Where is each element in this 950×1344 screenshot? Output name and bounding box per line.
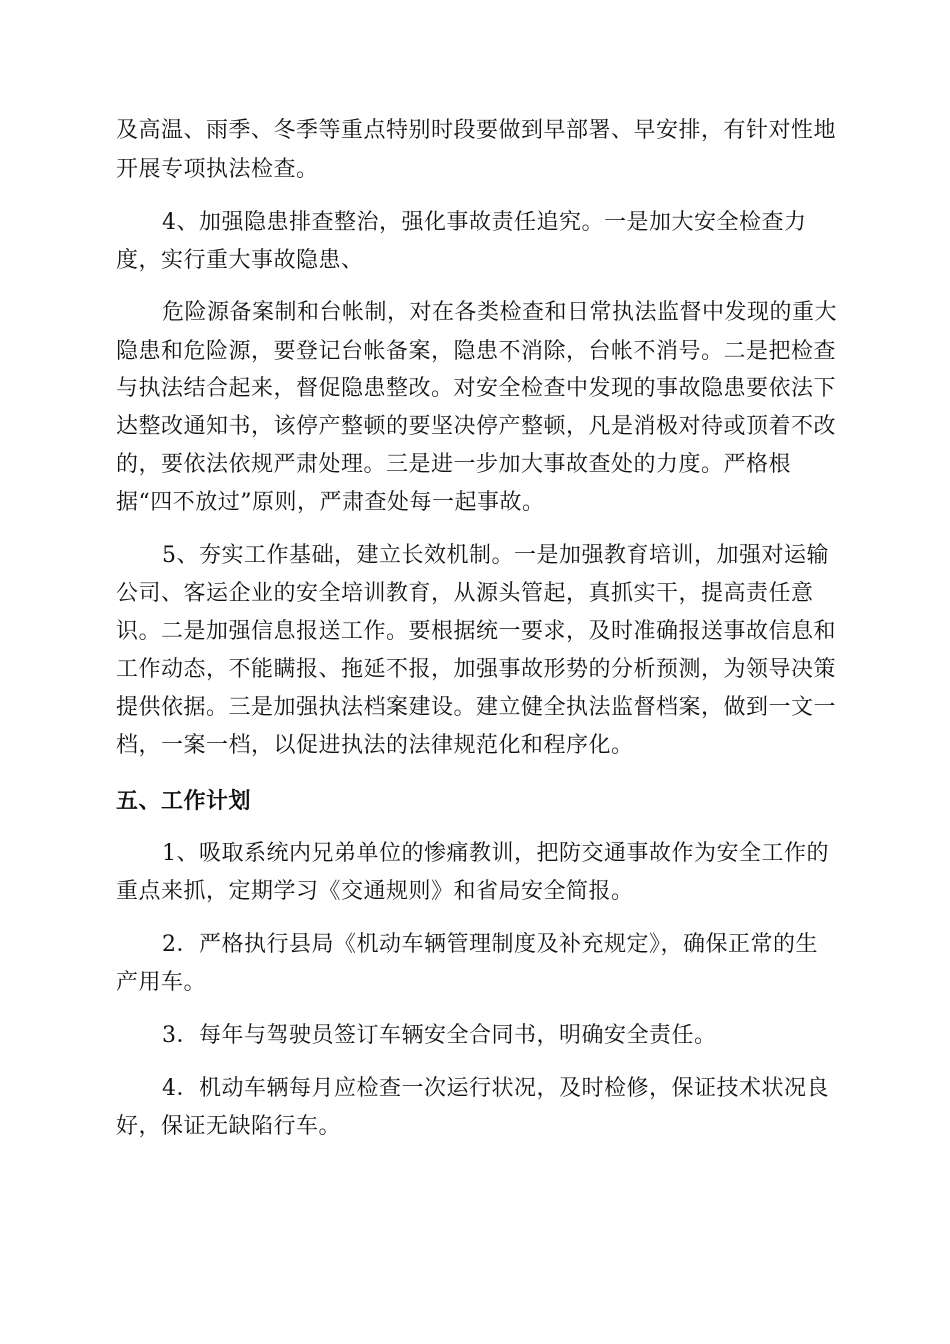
text-line: 的，要依法依规严肃处理。三是进一步加大事故查处的力度。严格根 — [116, 452, 792, 477]
text-line: 度，实行重大事故隐患、 — [116, 248, 364, 273]
paragraph-5-line: 5、夯实工作基础，建立长效机制。一是加强教育培训，加强对运输 — [162, 543, 829, 568]
text-line: 提供依据。三是加强执法档案建设。建立健全执法监督档案，做到一文一 — [116, 695, 837, 720]
text-line: 产用车。 — [116, 970, 207, 995]
plan-item-4-line: 4．机动车辆每月应检查一次运行状况，及时检修，保证技术状况良 — [162, 1076, 829, 1101]
text-line: 与执法结合起来，督促隐患整改。对安全检查中发现的事故隐患要依法下 — [116, 376, 837, 401]
paragraph-4-line: 4、加强隐患排查整治，强化事故责任追究。一是加大安全检查力 — [162, 210, 807, 235]
plan-item-3-line: 3．每年与驾驶员签订车辆安全合同书，明确安全责任。 — [162, 1023, 717, 1048]
text-line: 重点来抓，定期学习《交通规则》和省局安全简报。 — [116, 879, 634, 904]
text-line: 达整改通知书，该停产整顿的要坚决停产整顿，凡是消极对待或顶着不改 — [116, 414, 837, 439]
text-line: 识。二是加强信息报送工作。要根据统一要求，及时准确报送事故信息和 — [116, 619, 837, 644]
text-line: 好，保证无缺陷行车。 — [116, 1114, 342, 1139]
text-line: 工作动态，不能瞒报、拖延不报，加强事故形势的分析预测，为领导决策 — [116, 657, 837, 682]
section-heading: 五、工作计划 — [116, 788, 252, 814]
plan-item-2-line: 2．严格执行县局《机动车辆管理制度及补充规定》，确保正常的生 — [162, 932, 818, 957]
text-line: 隐患和危险源，要登记台帐备案，隐患不消除，台帐不消号。二是把检查 — [116, 339, 837, 364]
text-line: 开展专项执法检查。 — [116, 157, 319, 182]
plan-item-1-line: 1、吸取系统内兄弟单位的惨痛教训，把防交通事故作为安全工作的 — [162, 841, 829, 866]
text-line: 公司、客运企业的安全培训教育，从源头管起，真抓实干，提高责任意 — [116, 581, 814, 606]
text-line: 危险源备案制和台帐制，对在各类检查和日常执法监督中发现的重大 — [162, 300, 838, 325]
text-line: 据“四不放过”原则，严肃查处每一起事故。 — [116, 490, 545, 515]
text-line: 及高温、雨季、冬季等重点特别时段要做到早部署、早安排，有针对性地 — [116, 118, 837, 143]
text-line: 档，一案一档，以促进执法的法律规范化和程序化。 — [116, 733, 634, 758]
